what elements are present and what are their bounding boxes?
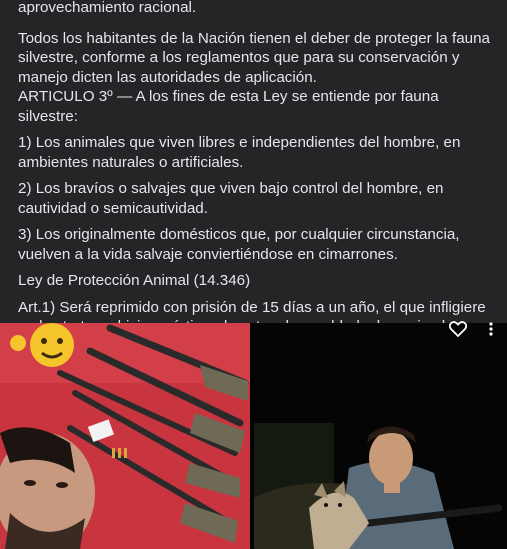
heart-outline-icon[interactable] xyxy=(449,321,467,342)
more-vertical-icon[interactable] xyxy=(489,322,493,341)
post-paragraph: Ley de Protección Animal (14.346) xyxy=(18,272,251,289)
photo-left-illustration xyxy=(0,323,250,549)
post-media[interactable] xyxy=(0,323,507,549)
post-paragraph: ARTICULO 3º — A los fines de esta Ley se entiende por fauna silvestre: xyxy=(18,88,439,125)
photo-right[interactable] xyxy=(254,323,507,549)
photo-left[interactable] xyxy=(0,323,250,549)
post-paragraph: 1) Los animales que viven libres e independientes del hombre, en ambientes naturales o artificiales. xyxy=(18,134,461,171)
post-paragraph: Todos los habitantes de la Nación tienen el deber de proteger la fauna silvestre, conforme a los reglamentos que para su conservación y manejo dicten las autoridades de aplicación. xyxy=(18,29,490,86)
media-overlay-actions xyxy=(449,322,493,340)
post-paragraph: Art.1) Será reprimido con prisión de 15 días a un año, el que infligiere xyxy=(18,298,486,316)
post-paragraph: 3) Los originalmente domésticos que, por cualquier circunstancia, vuelven a la vida salvaje conviertiéndose en cimarrones. xyxy=(18,226,460,263)
post-paragraph: aprovechamiento racional. xyxy=(18,0,197,16)
post-text xyxy=(18,0,500,344)
post-paragraph: 2) Los bravíos o salvajes que viven bajo control del hombre, en cautividad o semicautividad. xyxy=(18,180,444,217)
photo-right-illustration xyxy=(254,323,507,549)
